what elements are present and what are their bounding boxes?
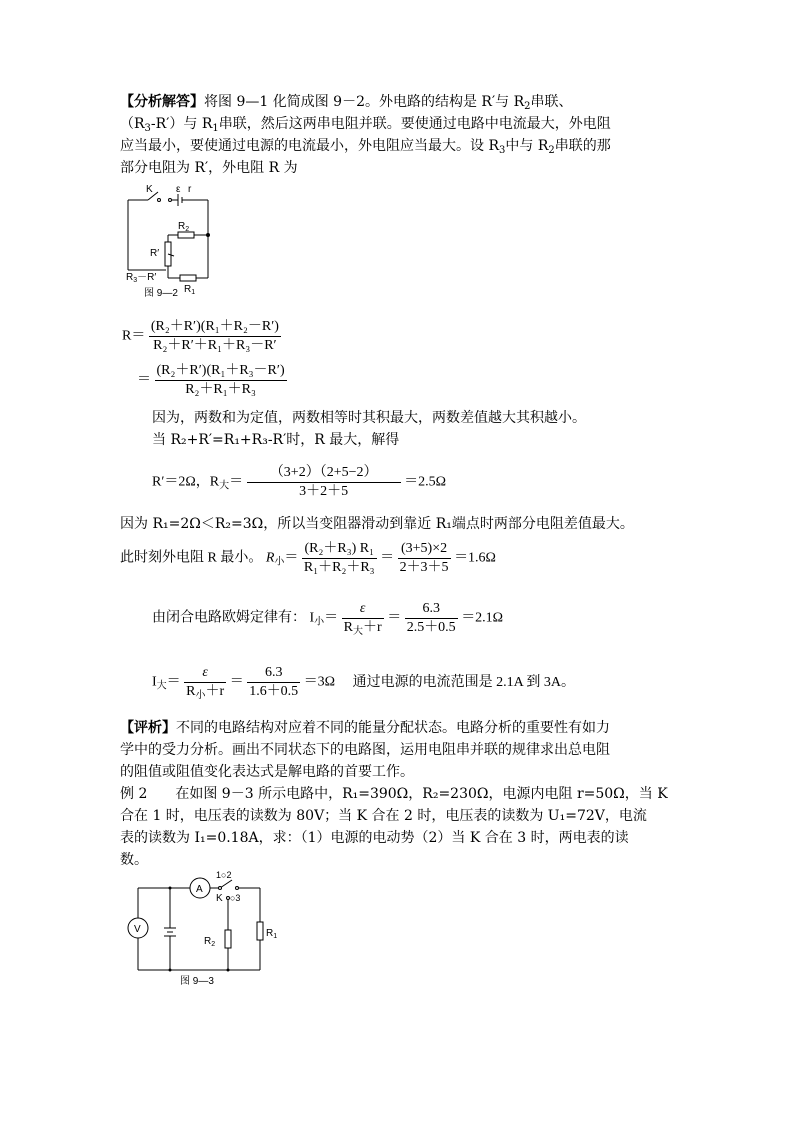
internal-resistance-label: r: [188, 184, 192, 195]
example-line-3: 表的读数为 I₁=0.18A，求：（1）电源的电动势（2）当 K 合在 3 时，两电表的读: [120, 830, 629, 846]
equation-Rmin: 此时刻外电阻 R 最小。 $R_小=$ $\frac{\text{(R₂＋R₃) R₁}}{\text{R₁＋R₂＋R₃}}$ ＝ $\frac{(3+5)\times 2}{2+3+5}$ ＝1.6Ω: [120, 541, 496, 575]
example-line-2: 合在 1 时，电压表的读数为 80V；当 K 合在 2 时，电压表的读数为 U₁=72V，电流: [120, 808, 647, 824]
analysis-line-3: 应当最小，要使通过电源的电流最小，外电阻应当最大。设 $R_3$中与 $R_2$串联的那: [120, 138, 611, 156]
comment-label: 【评析】: [120, 720, 176, 736]
svg-text:R1: $R_1$: [266, 928, 278, 940]
reason-line-1: 因为，两数和为定值，两数相等时其积最大，两数差值越大其积越小。: [152, 410, 586, 426]
equation-R-1: R＝ $\frac{\text{(R₂＋R′)(R₁＋R₂－R′)}}{\text{R₂＋R′＋R₁＋R₃－R′}}$: [122, 319, 279, 353]
equation-Imax: $I_大=$ $\frac{\varepsilon}{R_小+r}$ ＝ $\frac{6.3}{1.6+0.5}$ ＝3Ω 通过电源的电流范围是 2.1A 到 3A。: [152, 665, 576, 701]
circuit-diagram-9-3: [120, 870, 280, 990]
example-line-1: 例 2 在如图 9－3 所示电路中，R₁=390Ω，R₂=230Ω，电源内电阻 r=50Ω，当 K: [120, 786, 668, 802]
analysis-line-1: 【分析解答】将图 9—1 化简成图 9－2。外电路的结构是 R′与 $R_2$串联、: [120, 94, 573, 112]
circuit-diagram-9-2: [118, 182, 228, 300]
voltmeter-label: V: [134, 924, 141, 935]
equation-Imin: 由闭合电路欧姆定律有： $I_小=$ $\frac{\varepsilon}{R_大+r}$ ＝ $\frac{6.3}{2.5+0.5}$ ＝2.1Ω: [152, 601, 504, 637]
example-line-4: 数。: [120, 852, 148, 868]
equation-Rmax: R′＝2Ω，$R_大=$ $\frac{(3+2)(2+5-2)}{3+2+5}$ ＝2.5Ω: [152, 465, 447, 499]
switch-positions-label: 1○2: [216, 870, 232, 880]
switch-label: K: [146, 184, 153, 195]
emf-label: ε: [176, 184, 181, 195]
switch-label: K: [216, 893, 223, 904]
svg-text:R3－R′: $R_3-R'$: [126, 272, 157, 284]
rprime-label: R′: [150, 248, 160, 259]
analysis-line-2: $(R_3-R')$与 $R_1$串联，然后这两串电阻并联。要使通过电路中电流最大，外电阻: [120, 116, 611, 134]
switch-position-3: ○3: [230, 893, 241, 903]
ammeter-label: A: [196, 884, 203, 895]
analysis-label: 【分析解答】: [120, 94, 204, 110]
figure-caption-9-2: 图 9—2: [144, 288, 178, 299]
svg-text:R2: $R_2$: [204, 936, 216, 948]
comment-line-2: 学中的受力分析。画出不同状态下的电路图，运用电阻串并联的规律求出总电阻: [120, 742, 610, 758]
reason-line-3: 因为 R₁=2Ω＜R₂=3Ω，所以当变阻器滑动到靠近 R₁端点时两部分电阻差值最大。: [120, 516, 634, 532]
equation-R-2: ＝ $\frac{\text{(R₂＋R′)(R₁＋R₃－R′)}}{\text{R₂＋R₁＋R₃}}$: [137, 363, 285, 397]
reason-line-2: 当 R₂+R′=R₁+R₃-R′时，R 最大，解得: [152, 432, 400, 448]
svg-text:R2: $R_2$: [178, 221, 190, 233]
svg-text:R1: $R_1$: [184, 284, 196, 296]
figure-caption-9-3: 图 9—3: [180, 976, 214, 987]
comment-line-1: 【评析】不同的电路结构对应着不同的能量分配状态。电路分析的重要性有如力: [120, 720, 610, 736]
comment-line-3: 的阻值或阻值变化表达式是解电路的首要工作。: [120, 764, 414, 780]
analysis-line-4: 部分电阻为 R′，外电阻 R 为: [120, 160, 298, 176]
